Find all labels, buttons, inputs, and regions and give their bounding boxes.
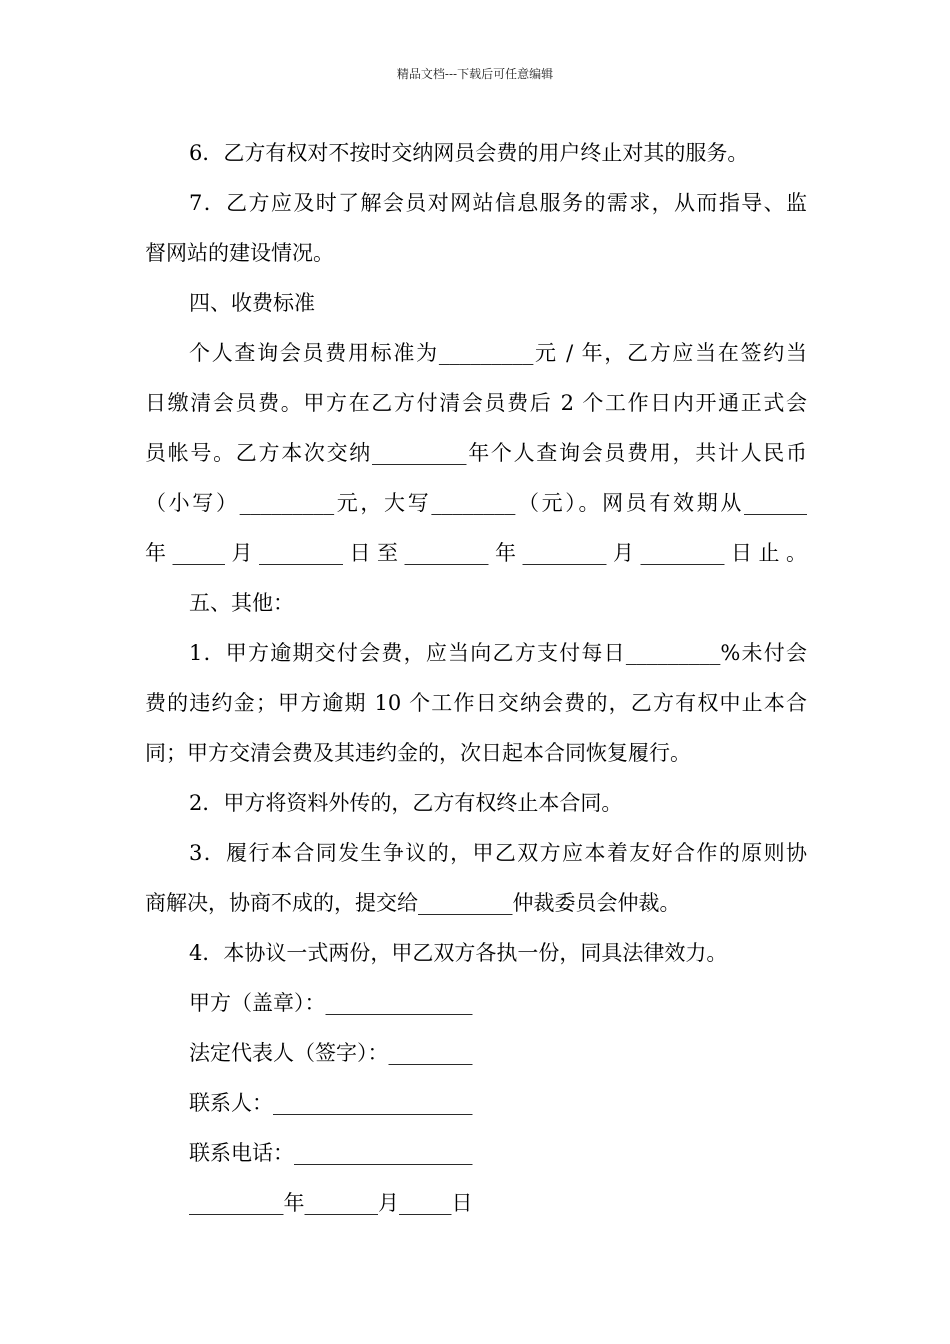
other-clause-1-line-1: 1．甲方逾期交付会费，应当向乙方支付每日_________%未付会 — [189, 641, 807, 665]
section-heading-other: 五、其他： — [189, 591, 294, 615]
clause-7-line-2: 督网站的建设情况。 — [145, 241, 334, 265]
other-clause-4-line: 4．本协议一式两份，甲乙双方各执一份，同具法律效力。 — [189, 941, 728, 965]
page-header: 精品文档---下载后可任意编辑 — [396, 67, 554, 81]
party-a-seal-field: 甲方（盖章）：______________ — [189, 991, 473, 1015]
document-body — [145, 128, 807, 1228]
other-clause-2-line: 2．甲方将资料外传的，乙方有权终止本合同。 — [189, 791, 623, 815]
other-clause-3-line-1: 3．履行本合同发生争议的，甲乙双方应本着友好合作的原则协 — [189, 841, 807, 865]
signing-date-field: _________年_______月_____日 — [189, 1191, 473, 1215]
other-clause-1-line-3: 同；甲方交清会费及其违约金的，次日起本合同恢复履行。 — [145, 741, 691, 765]
fees-paragraph-line-3: 员帐号。乙方本次交纳_________年个人查询会员费用，共计人民币 — [145, 441, 807, 465]
fees-paragraph-line-4: （小写）_________元，大写________（元）。网员有效期从______ — [145, 491, 807, 515]
clause-7-line-1: 7．乙方应及时了解会员对网站信息服务的需求，从而指导、监 — [189, 191, 807, 215]
fees-paragraph-line-5: 年_____月________日至________年________月________日止。 — [145, 541, 807, 565]
other-clause-1-line-2: 费的违约金；甲方逾期 10 个工作日交纳会费的，乙方有权中止本合 — [145, 691, 807, 715]
other-clause-3-line-2: 商解决，协商不成的，提交给_________仲裁委员会仲裁。 — [145, 891, 681, 915]
fees-paragraph-line-2: 日缴清会员费。甲方在乙方付清会员费后 2 个工作日内开通正式会 — [145, 391, 807, 415]
legal-representative-signature-field: 法定代表人（签字）：________ — [189, 1041, 473, 1065]
contact-phone-field: 联系电话：_________________ — [189, 1141, 473, 1165]
contact-person-field: 联系人：___________________ — [189, 1091, 473, 1115]
section-heading-fees: 四、收费标准 — [189, 291, 315, 315]
fees-paragraph-line-1: 个人查询会员费用标准为_________元 / 年，乙方应当在签约当 — [189, 341, 807, 365]
clause-6-line: 6．乙方有权对不按时交纳网员会费的用户终止对其的服务。 — [189, 141, 749, 165]
